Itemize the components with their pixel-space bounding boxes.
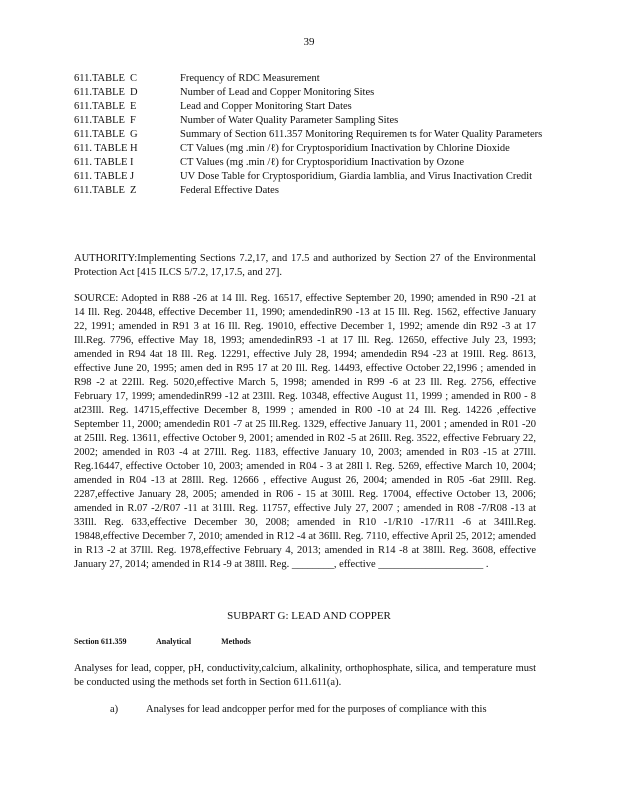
table-list-item (74, 86, 544, 100)
table-list-letter: C (130, 73, 138, 84)
table-list-letter: H (130, 143, 138, 154)
table-list-description: UV Dose Table for Cryptosporidium, Giardia lamblia, and Virus Inactivation Credit (180, 171, 533, 182)
table-list-label: 611.TABLE (74, 73, 125, 84)
table-list-item (74, 170, 544, 184)
table-list-item (74, 100, 544, 114)
table-list-description: Frequency of RDC Measurement (180, 73, 320, 84)
table-list-letter: D (130, 87, 138, 98)
section-number: Section 611.359 (74, 637, 127, 646)
page-number: 39 (303, 36, 315, 48)
section-heading (74, 637, 279, 646)
section-title-part-2: Methods (221, 637, 251, 646)
table-list-item (74, 142, 544, 156)
table-list-description: CT Values (mg .min /ℓ) for Cryptosporidium Inactivation by Ozone (180, 157, 465, 168)
table-list (74, 72, 544, 198)
table-list-label: 611.TABLE (74, 185, 125, 196)
table-list-label: 611. TABLE (74, 157, 128, 168)
subparagraph-a (74, 703, 536, 717)
table-list-label: 611.TABLE (74, 115, 125, 126)
table-list-description: Number of Water Quality Parameter Sampling Sites (180, 115, 399, 126)
table-list-letter: I (130, 157, 134, 168)
table-list-item (74, 114, 544, 128)
table-list-item (74, 128, 544, 142)
section-title-part-1: Analytical (156, 637, 192, 646)
table-list-letter: Z (130, 185, 137, 196)
table-list-description: CT Values (mg .min /ℓ) for Cryptosporidium Inactivation by Chlorine Dioxide (180, 143, 510, 154)
table-list-description: Federal Effective Dates (180, 185, 279, 196)
table-list-item (74, 72, 544, 86)
subparagraph-marker: a) (110, 704, 119, 715)
table-list-label: 611.TABLE (74, 129, 125, 140)
source-note: SOURCE: Adopted in R88 -26 at 14 Ill. Reg. 16517, effective September 20, 1990; amended in R90 -21 at 14 Ill. Reg. 20448, effective December 11, 1990; amendedinR90 -13 at 15 Ill. Reg. 1562, effective January 22, 1991; amended in R91 3 at 16 Ill. Reg. 19010, effective December 1, 1992; amende din R92 -3 at 17 Ill.Reg. 7796, effective May 18, 1993; amendedinR93 -1 at 17 Ill. Reg. 12650, effective July 23, 1993; amended in R94 4at 18 Ill. Reg. 12291, effective July 28, 1994; amendedin R94 -23 at 19Ill. Reg. 8613, effective June 20, 1995; amen ded in R95 17 at 20 Ill. Reg. 14493, effective October 22,1996 ; amended in R98 -2 at 22Ill. Reg. 5020,effective March 5, 1998; amended in R99 -6 at 23 Ill. Reg. 2756, effective February 17, 1999; amendedinR99 -12 at 23Ill. Reg. 10348, effective August 11, 1999 ; amended in R00 - 8 at23Ill. Reg. 14715,effective December 8, 1999 ; amended in R00 -10 at 24 Ill. Reg. 14226 ,effective September 11, 2000; amendedin R01 -7 at 25 Ill.Reg. 1329, effective January 11, 2001 ; amended in R01 -20 at 25Ill. Reg. 13611, effective October 9, 2001; amended in R02 -5 at 26Ill. Reg. 3522, effective February 22, 2002; amended in R03 -4 at 27Ill. Reg. 1183, effective January 10, 2003; amended in R03 -15 at 27Ill. Reg.16447, effective October 10, 2003; amended in R04 - 3 at 28Il l. Reg. 5269, effective March 10, 2004; amended in R04 -13 at 28Ill. Reg. 12666 , effective August 26, 2004; amended in R05 -6at 29Ill. Reg. 2287,effective January 28, 2005; amended in R06 - 15 at 30Ill. Reg. 17004, effective October 13, 2006; amended in R.07 -2/R07 -11 at 31Ill. Reg. 11757, effective July 27, 2007 ; amended in R08 -7/R08 -13 at 33Ill. Reg. 633,effective December 30, 2008; amended in R10 -1/R10 -17/R11 -6 at 34Ill.Reg. 19848,effective December 7, 2010; amended in R12 -4 at 36Ill. Reg. 7110, effective April 25, 2012; amended in R13 -2 at 37Ill. Reg. 1978,effective February 4, 2013; amended in R14 -8 at 38Ill. Reg. 3608, effective January 27, 2014; amended in R14 -9 at 38Ill. Reg. ________, effective ____________________ . (74, 293, 536, 570)
table-list-item (74, 156, 544, 170)
table-list-letter: E (130, 101, 137, 112)
table-list-label: 611.TABLE (74, 101, 125, 112)
table-list-description: Lead and Copper Monitoring Start Dates (180, 101, 352, 112)
table-list-label: 611. TABLE (74, 171, 128, 182)
subpart-title: SUBPART G: LEAD AND COPPER (227, 610, 391, 622)
table-list-description: Summary of Section 611.357 Monitoring Requiremen ts for Water Quality Parameters (180, 129, 543, 140)
section-paragraph: Analyses for lead, copper, pH, conductivity,calcium, alkalinity, orthophosphate, silica, and temperature must be conducted using the methods set forth in Section 611.611(a). (74, 663, 536, 688)
table-list-letter: F (130, 115, 136, 126)
table-list-label: 611. TABLE (74, 143, 128, 154)
table-list-label: 611.TABLE (74, 87, 125, 98)
authority-note: AUTHORITY:Implementing Sections 7.2,17, and 17.5 and authorized by Section 27 of the Environmental Protection Act [415 ILCS 5/7.2, 17,17.5, and 27]. (74, 253, 536, 278)
table-list-letter: G (130, 129, 138, 140)
subparagraph-text: Analyses for lead andcopper perfor med for the purposes of compliance with this (146, 704, 487, 715)
table-list-description: Number of Lead and Copper Monitoring Sites (180, 87, 375, 98)
table-list-item (74, 184, 544, 198)
table-list-letter: J (130, 171, 135, 182)
